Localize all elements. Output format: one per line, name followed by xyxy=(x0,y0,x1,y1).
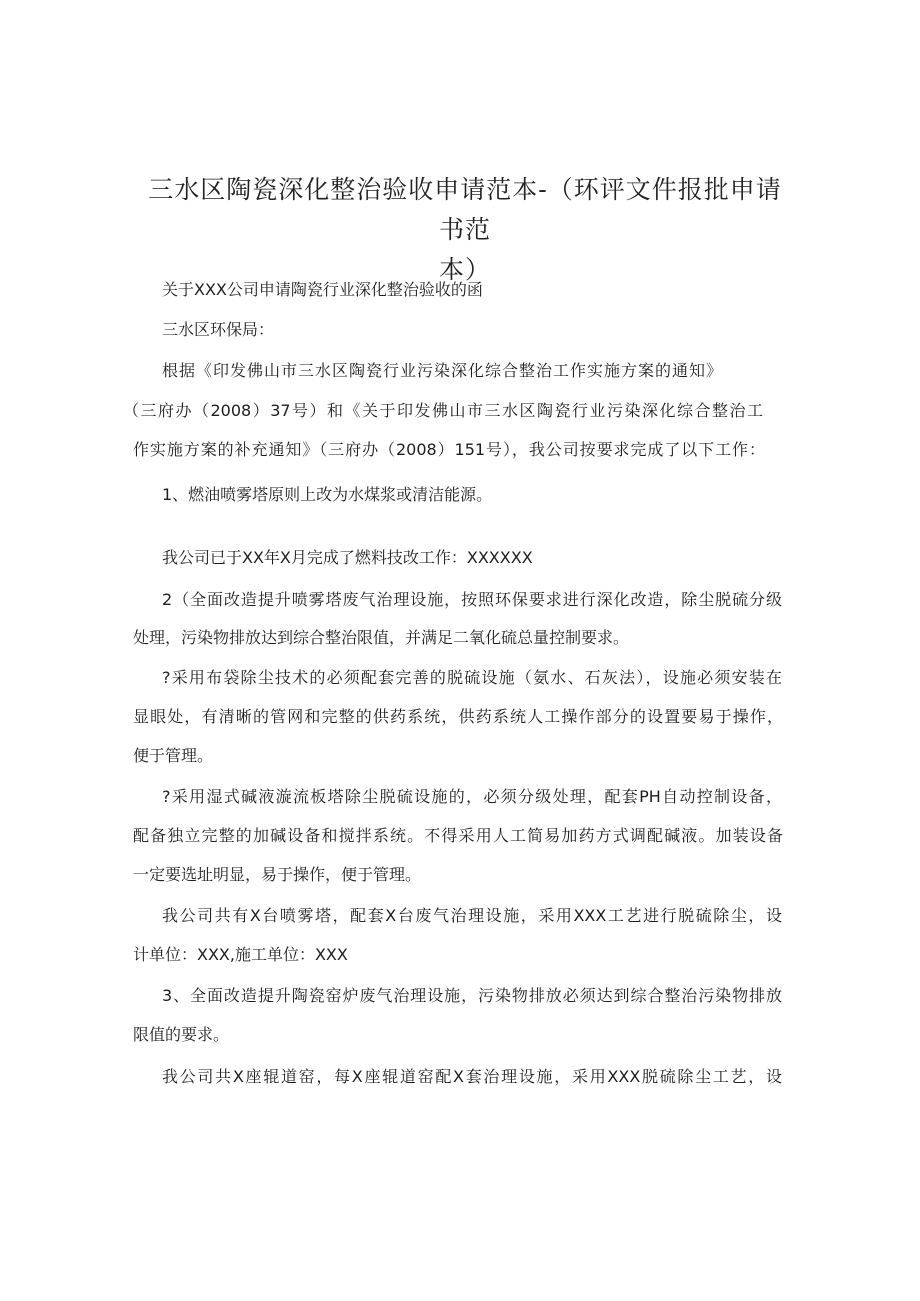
body-line: 我公司共有X台喷雾塔，配套X台废气治理设施，采用XXX工艺进行脱硫除尘，设 xyxy=(162,906,782,925)
body-line: 一定要选址明显，易于操作，便于管理。 xyxy=(133,865,422,884)
title-line-2: 本） xyxy=(438,255,491,284)
body-line: 我公司共X座辊道窑，每X座辊道窑配X套治理设施，采用XXX脱硫除尘工艺，设 xyxy=(162,1067,782,1086)
body-line: 处理，污染物排放达到综合整治限值，并满足二氧化硫总量控制要求。 xyxy=(133,628,630,647)
title-line-1: 三水区陶瓷深化整治验收申请范本-（环评文件报批申请书范 xyxy=(148,175,782,244)
document-title xyxy=(140,170,790,290)
body-line: 根据《印发佛山市三水区陶瓷行业污染深化综合整治工作实施方案的通知》 xyxy=(162,361,722,380)
body-line: 配备独立完整的加碱设备和搅拌系统。不得采用人工简易加药方式调配碱液。加装设备 xyxy=(133,826,783,845)
body-line: 作实施方案的补充通知》（三府办（2008）151号），我公司按要求完成了以下工作： xyxy=(133,440,765,459)
list-item-2: 2（全面改造提升喷雾塔废气治理设施，按照环保要求进行深化改造，除尘脱硫分级 xyxy=(162,590,782,609)
body-line: 便于管理。 xyxy=(133,746,214,765)
bullet-item: ?采用布袋除尘技术的必须配套完善的脱硫设施（氨水、石灰法），设施必须安装在 xyxy=(162,668,782,687)
letter-subject: 关于XXX公司申请陶瓷行业深化整治验收的函 xyxy=(162,280,483,299)
letter-recipient: 三水区环保局： xyxy=(162,320,275,339)
body-line: 显眼处，有清晰的管网和完整的供药系统，供药系统人工操作部分的设置要易于操作， xyxy=(133,707,783,726)
list-item-3: 3、全面改造提升陶瓷窑炉废气治理设施，污染物排放必须达到综合整治污染物排放 xyxy=(162,986,782,1005)
body-line: 限值的要求。 xyxy=(133,1025,230,1044)
body-line: 我公司已于XX年X月完成了燃料技改工作：XXXXXX xyxy=(162,548,533,567)
body-line: （三府办（2008）37号）和《关于印发佛山市三水区陶瓷行业污染深化综合整治工 xyxy=(123,401,763,420)
body-line: 计单位：XXX,施工单位：XXX xyxy=(133,945,348,964)
list-item-1: 1、燃油喷雾塔原则上改为水煤浆或清洁能源。 xyxy=(162,485,493,504)
bullet-item: ?采用湿式碱液漩流板塔除尘脱硫设施的，必须分级处理，配套PH自动控制设备， xyxy=(162,787,782,806)
